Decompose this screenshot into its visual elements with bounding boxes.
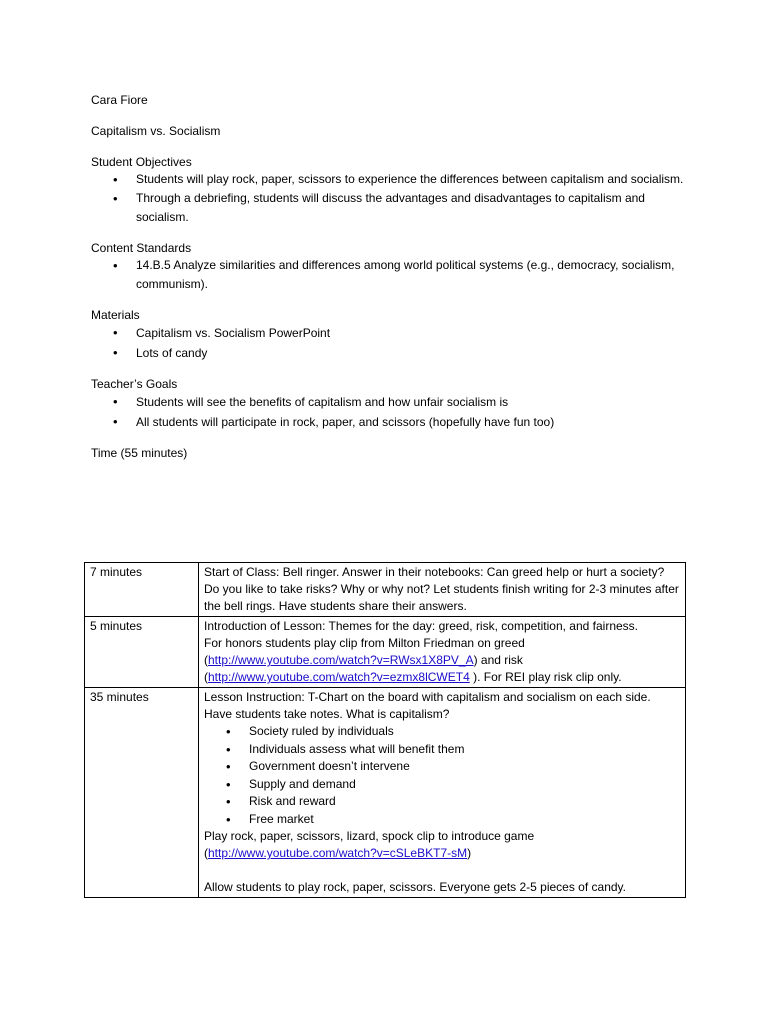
rei-text: ). For REI play risk clip only.: [469, 670, 622, 684]
game-link-line: (http://www.youtube.com/watch?v=cSLeBKT7-sM): [204, 846, 472, 860]
list-item: • Through a debriefing, students will discuss the advantages and disadvantages to capitalism and socialism.: [91, 189, 691, 227]
table-row: [85, 688, 686, 898]
schedule-table: [84, 562, 686, 898]
list-item: • Supply and demand: [204, 776, 679, 794]
list-item: • Lots of candy: [91, 343, 691, 363]
activity-cell: [199, 688, 686, 898]
goals-heading: Teacher’s Goals: [91, 377, 178, 391]
list-item: • All students will participate in rock, paper, and scissors (hopefully have fun too): [91, 412, 691, 432]
activity-cell: Start of Class: Bell ringer. Answer in their notebooks: Can greed help or hurt a society? Do you like to take risks? Why or why not? Let students finish writing for 2-3 minutes after the bell rings. Have students share their answers.: [199, 563, 686, 617]
time-heading: Time (55 minutes): [91, 446, 188, 460]
list-item: • Risk and reward: [204, 793, 679, 811]
author-name: Cara Fiore: [91, 93, 148, 107]
instruction-line: Lesson Instruction: T-Chart on the board with capitalism and socialism on each side.: [204, 690, 651, 704]
goals-list: [91, 392, 691, 432]
risk-link-line: (http://www.youtube.com/watch?v=ezmx8lCWET4 ). For REI play risk clip only.: [204, 670, 622, 684]
clip-intro-line: Play rock, paper, scissors, lizard, spock clip to introduce game: [204, 829, 535, 843]
table-row: [85, 563, 686, 617]
list-item: • Government doesn’t intervene: [204, 758, 679, 776]
list-item: • 14.B.5 Analyze similarities and differences among world political systems (e.g., democracy, socialism, communism).: [91, 256, 691, 294]
list-item: • Free market: [204, 811, 679, 829]
blank-line: [204, 862, 679, 879]
list-item: • Students will see the benefits of capitalism and how unfair socialism is: [91, 392, 691, 412]
objectives-list: [91, 170, 691, 227]
table-row: [85, 617, 686, 688]
honors-line: For honors students play clip from Milton Friedman on greed: [204, 636, 525, 650]
document-body: [91, 92, 691, 461]
list-item: • Capitalism vs. Socialism PowerPoint: [91, 323, 691, 343]
standards-list: [91, 256, 691, 294]
list-item: • Society ruled by individuals: [204, 723, 679, 741]
materials-list: [91, 323, 691, 363]
greed-clip-link[interactable]: http://www.youtube.com/watch?v=RWsx1X8PV_A: [208, 653, 474, 667]
time-cell: 5 minutes: [85, 617, 199, 688]
list-item: • Individuals assess what will benefit them: [204, 741, 679, 759]
capitalism-list: [204, 723, 679, 828]
risk-clip-link[interactable]: http://www.youtube.com/watch?v=ezmx8lCWET4: [208, 670, 470, 684]
greed-link-line: (http://www.youtube.com/watch?v=RWsx1X8PV_A) and risk: [204, 653, 523, 667]
materials-heading: Materials: [91, 308, 140, 322]
play-line: Allow students to play rock, paper, scissors. Everyone gets 2-5 pieces of candy.: [204, 880, 626, 894]
game-clip-link[interactable]: http://www.youtube.com/watch?v=cSLeBKT7-sM: [208, 846, 468, 860]
objectives-heading: Student Objectives: [91, 155, 192, 169]
activity-cell: [199, 617, 686, 688]
standards-heading: Content Standards: [91, 241, 192, 255]
intro-line: Introduction of Lesson: Themes for the day: greed, risk, competition, and fairness.: [204, 619, 639, 633]
time-cell: 7 minutes: [85, 563, 199, 617]
notes-line: Have students take notes. What is capitalism?: [204, 707, 450, 721]
risk-text: ) and risk: [473, 653, 523, 667]
lesson-title: Capitalism vs. Socialism: [91, 124, 221, 138]
time-cell: 35 minutes: [85, 688, 199, 898]
list-item: • Students will play rock, paper, scissors to experience the differences between capitalism and socialism.: [91, 170, 691, 189]
